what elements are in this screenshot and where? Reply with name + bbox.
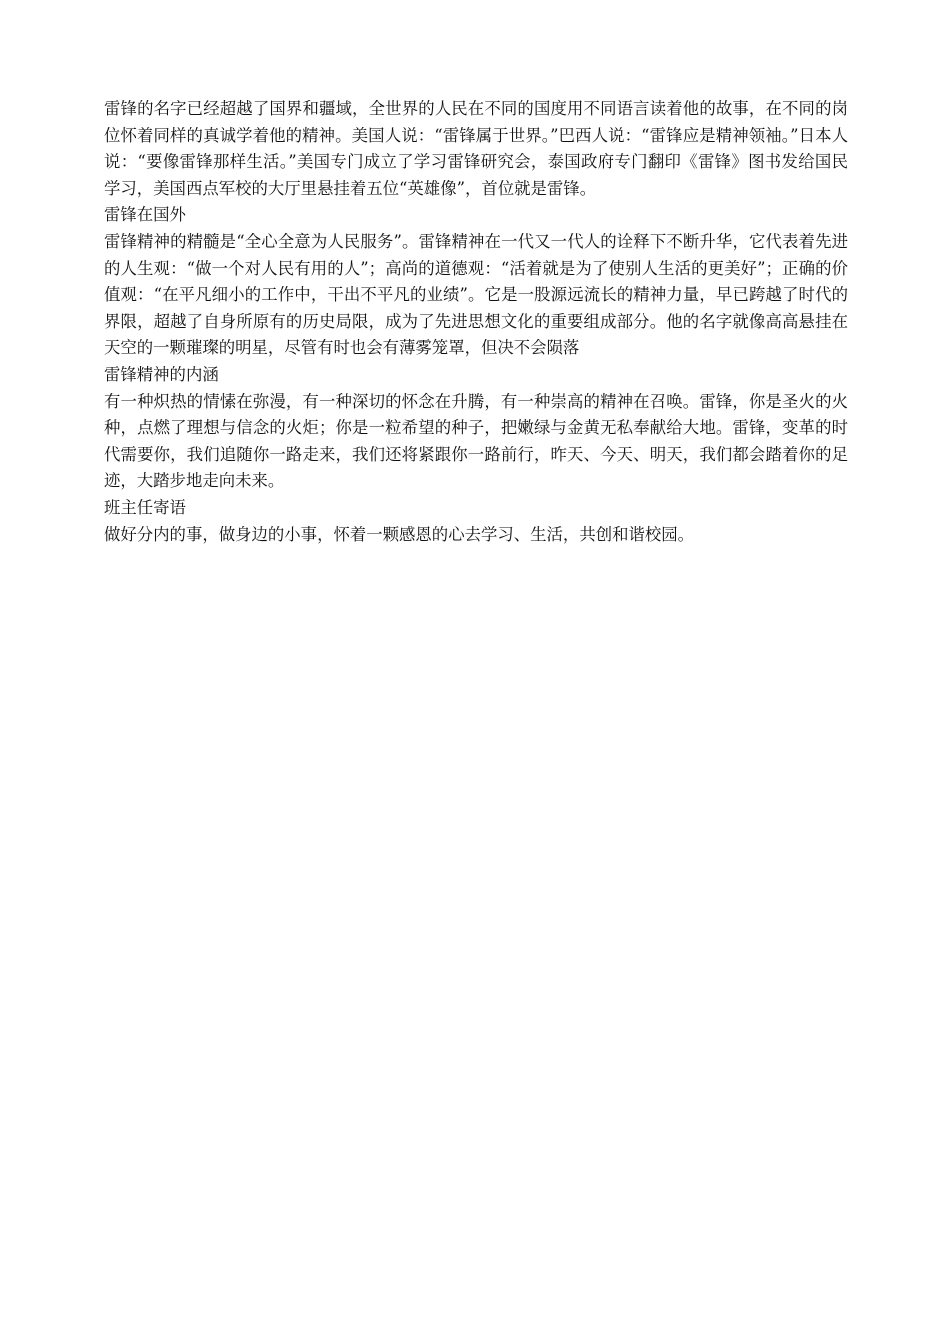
heading-abroad: 雷锋在国外 xyxy=(104,205,186,225)
paragraph-spirit: 雷锋精神的精髓是“全心全意为人民服务”。雷锋精神在一代又一代人的诠释下不断升华，它代表着先进的人生观：“做一个对人民有用的人”；高尚的道德观：“活着就是为了使别人生活的更美好”；正确的价值观：“在平凡细小的工作中，干出不平凡的业绩”。它是一股源远流长的精神力量，早已跨越了时代的界限，超越了自身所原有的历史局限，成为了先进思想文化的重要组成部分。他的名字就像高高悬挂在天空的一颗璀璨的明星，尽管有时也会有薄雾笼罩，但决不会陨落 xyxy=(104,231,848,358)
paragraph-teacher: 做好分内的事，做身边的小事，怀着一颗感恩的心去学习、生活，共创和谐校园。 xyxy=(104,524,695,544)
document-page xyxy=(104,96,848,548)
paragraph-abroad-intro: 雷锋的名字已经超越了国界和疆域，全世界的人民在不同的国度用不同语言读着他的故事，在不同的岗位怀着同样的真诚学着他的精神。美国人说：“雷锋属于世界。”巴西人说：“雷锋应是精神领袖。”日本人说：“要像雷锋那样生活。”美国专门成立了学习雷锋研究会，泰国政府专门翻印《雷锋》图书发给国民学习，美国西点军校的大厅里悬挂着五位“英雄像”，首位就是雷锋。 xyxy=(104,99,848,198)
heading-spirit: 雷锋精神的内涵 xyxy=(104,364,219,384)
heading-teacher: 班主任寄语 xyxy=(104,497,186,517)
paragraph-tribute: 有一种炽热的情愫在弥漫，有一种深切的怀念在升腾，有一种崇高的精神在召唤。雷锋，你是圣火的火种，点燃了理想与信念的火炬；你是一粒希望的种子，把嫩绿与金黄无私奉献给大地。雷锋，变革的时代需要你，我们追随你一路走来，我们还将紧跟你一路前行，昨天、今天、明天，我们都会踏着你的足迹，大踏步地走向未来。 xyxy=(104,391,848,491)
